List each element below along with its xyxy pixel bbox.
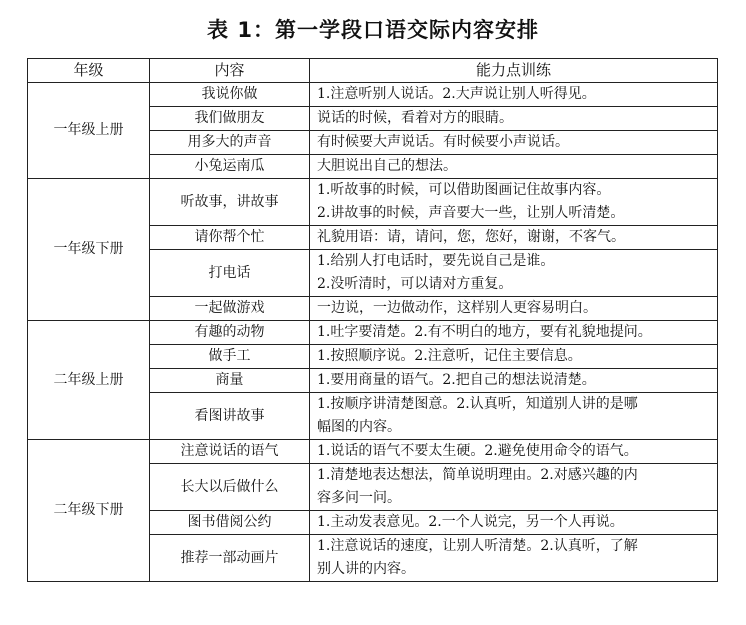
grade-cell: 一年级上册 [28,83,150,179]
skill-cell [310,131,718,155]
table-row [28,321,718,345]
skill-cell [310,226,718,250]
skill-cell [310,464,718,511]
content-cell: 请你帮个忙 [150,226,310,250]
skill-line: 1.主动发表意见。2.一个人说完，另一个人再说。 [317,514,624,530]
header-grade: 年级 [28,59,150,83]
skill-line: 一边说，一边做动作，这样别人更容易明白。 [317,300,597,316]
grade-cell: 一年级下册 [28,179,150,321]
skill-cell [310,345,718,369]
table-title: 表 1：第一学段口语交际内容安排 [207,18,539,42]
content-cell: 注意说话的语气 [150,440,310,464]
skill-line: 1.注意听别人说话。2.大声说让别人听得见。 [317,86,596,102]
content-cell: 我们做朋友 [150,107,310,131]
table-row [28,179,718,226]
content-cell: 看图讲故事 [150,393,310,440]
table-row [28,440,718,464]
skill-cell [310,393,718,440]
skill-line: 2.讲故事的时候，声音要大一些，让别人听清楚。 [317,205,625,221]
content-cell: 图书借阅公约 [150,511,310,535]
skill-line: 幅图的内容。 [317,419,401,435]
skill-line: 礼貌用语：请，请问，您，您好，谢谢，不客气。 [317,229,625,245]
skill-line: 1.说话的语气不要太生硬。2.避免使用命令的语气。 [317,443,638,459]
content-cell: 推荐一部动画片 [150,535,310,582]
content-cell: 有趣的动物 [150,321,310,345]
skill-cell [310,535,718,582]
skill-line: 有时候要大声说话。有时候要小声说话。 [317,134,569,150]
skill-line: 1.按照顺序说。2.注意听，记住主要信息。 [317,348,582,364]
skill-cell [310,321,718,345]
skill-cell [310,83,718,107]
skill-line: 1.听故事的时候，可以借助图画记住故事内容。 [317,182,611,198]
skill-line: 1.吐字要清楚。2.有不明白的地方，要有礼貌地提问。 [317,324,652,340]
skill-line: 1.清楚地表达想法，简单说明理由。2.对感兴趣的内 [317,467,638,483]
skill-cell [310,297,718,321]
skill-cell [310,250,718,297]
grade-cell: 二年级上册 [28,321,150,440]
content-cell: 一起做游戏 [150,297,310,321]
skill-line: 大胆说出自己的想法。 [317,158,457,174]
skill-line: 1.按顺序讲清楚图意。2.认真听，知道别人讲的是哪 [317,396,638,412]
skill-line: 容多问一问。 [317,490,401,506]
skill-line: 1.注意说话的速度，让别人听清楚。2.认真听，了解 [317,538,638,554]
skill-line: 别人讲的内容。 [317,561,415,577]
skill-cell [310,179,718,226]
table-row [28,83,718,107]
content-cell: 长大以后做什么 [150,464,310,511]
content-cell: 小兔运南瓜 [150,155,310,179]
skill-line: 1.给别人打电话时，要先说自己是谁。 [317,253,555,269]
content-cell: 做手工 [150,345,310,369]
content-cell: 用多大的声音 [150,131,310,155]
table-body [28,83,718,582]
skill-cell [310,155,718,179]
header-skills: 能力点训练 [310,59,718,83]
content-cell: 打电话 [150,250,310,297]
skill-cell [310,440,718,464]
skill-line: 1.要用商量的语气。2.把自己的想法说清楚。 [317,372,596,388]
skill-cell [310,369,718,393]
content-cell: 听故事，讲故事 [150,179,310,226]
skill-line: 说话的时候，看着对方的眼睛。 [317,110,513,126]
header-content: 内容 [150,59,310,83]
curriculum-table [27,58,718,582]
skill-cell [310,107,718,131]
content-cell: 我说你做 [150,83,310,107]
content-cell: 商量 [150,369,310,393]
skill-line: 2.没听清时，可以请对方重复。 [317,276,513,292]
header-row [28,59,718,83]
skill-cell [310,511,718,535]
grade-cell: 二年级下册 [28,440,150,582]
